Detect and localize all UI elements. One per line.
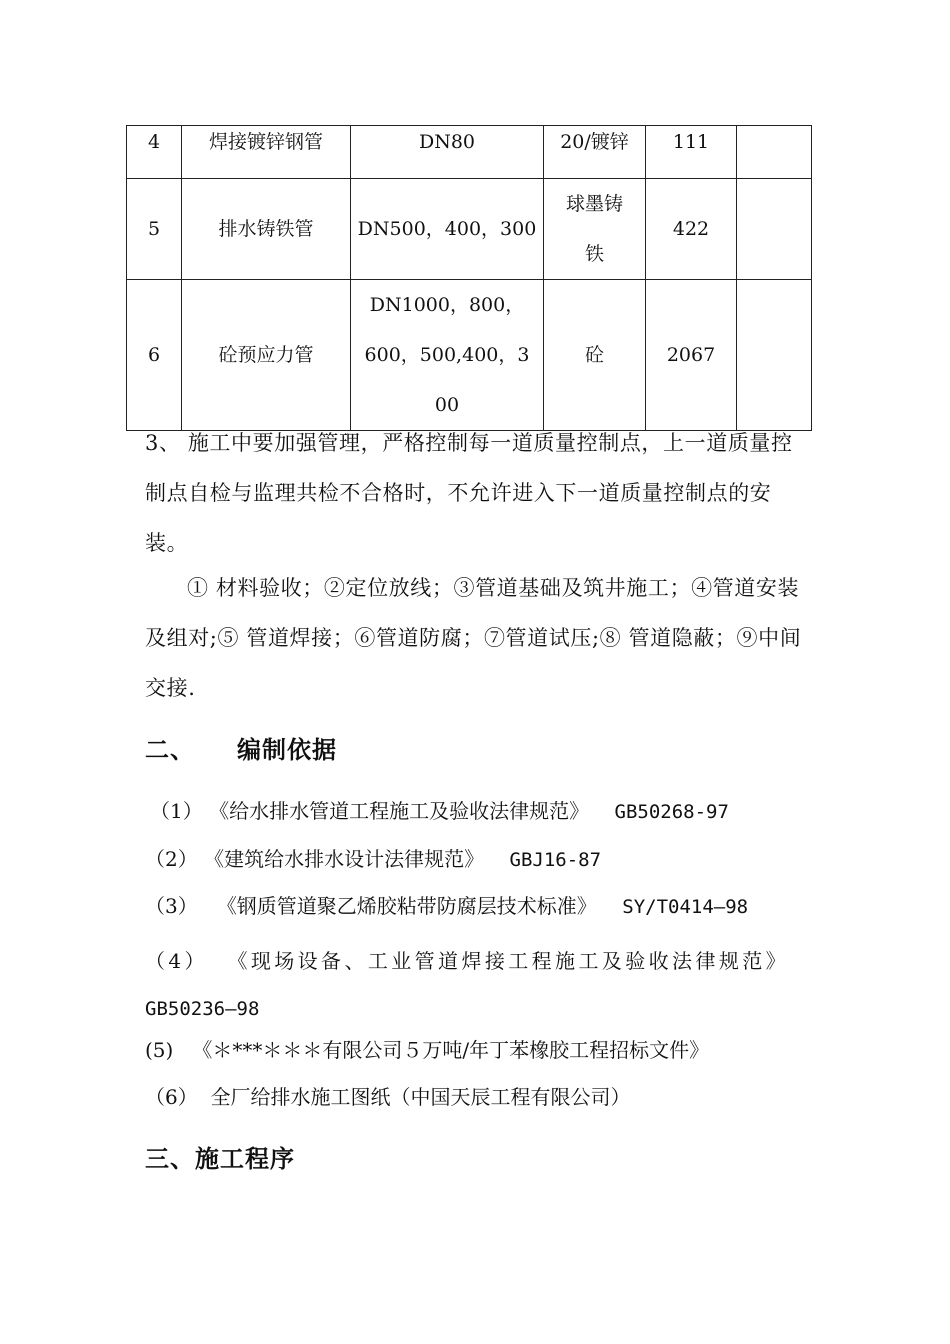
pipe-spec-line: DN1000，800， [369,294,525,316]
pipe-quantity: 2067 [646,280,737,431]
reference-item [145,938,810,1033]
reference-index: （6） [145,1085,198,1109]
pipe-quantity: 422 [646,179,737,280]
pipe-material-line: 球墨铸 [565,193,623,215]
pipe-material-line: 铁 [584,243,604,265]
reference-code: GBJ16-87 [509,849,602,871]
pipe-remark [737,126,812,179]
section-heading-2 [145,730,337,765]
pipe-remark [737,179,812,280]
reference-index: (5) [145,1038,174,1062]
pipe-spec: DN80 [351,126,544,179]
reference-title: 《给水排水管道工程施工及验收法律规范》 [209,799,590,823]
pipe-quantity: 111 [646,126,737,179]
pipe-spec-line: 00 [434,394,460,416]
table-row [127,126,812,179]
reference-title: 全厂给排水施工图纸（中国天辰工程有限公司） [210,1085,631,1109]
reference-item [145,845,810,874]
paragraph-steps: ① 材料验收；②定位放线；③管道基础及筑井施工；④管道安装及组对;⑤ 管道焊接；⑥管道防腐；⑦管道试压;⑧ 管道隐蔽；⑨中间交接. [145,576,802,700]
reference-item [145,1036,810,1064]
section-number: 二、 [145,735,195,764]
row-number: 4 [127,126,182,179]
pipe-material: 砼 [544,280,646,431]
pipe-name: 排水铸铁管 [182,179,351,280]
reference-title: 《钢质管道聚乙烯胶粘带防腐层技术标准》 [216,894,597,918]
reference-item [150,797,815,826]
table-row [127,280,812,431]
pipe-spec: DN500，400，300 [351,179,544,280]
reference-title: 《＊***＊＊＊有限公司５万吨/年丁苯橡胶工程招标文件》 [192,1038,710,1062]
reference-code: SY/T0414—98 [622,896,749,918]
table-row [127,179,812,280]
reference-title: 《建筑给水排水设计法律规范》 [204,847,485,871]
pipe-material-table [126,125,812,431]
reference-index: （3） [145,894,198,918]
paragraph-item-3: 3、 施工中要加强管理，严格控制每一道质量控制点，上一道质量控制点自检与监理共检不合格时，不允许进入下一道质量控制点的安装。 [145,431,793,555]
pipe-name: 砼预应力管 [182,280,351,431]
reference-index: （2） [145,847,198,871]
pipe-material [544,179,646,280]
reference-item [145,892,810,921]
reference-index: （1） [150,799,203,823]
reference-code: GB50236—98 [145,998,260,1020]
pipe-name: 焊接镀锌钢管 [182,126,351,179]
section-heading-3: 三、施工程序 [145,1144,295,1173]
pipe-material: 20/镀锌 [544,126,646,179]
section-title: 编制依据 [237,735,337,764]
row-number: 5 [127,179,182,280]
reference-index: （4） [145,949,208,973]
pipe-remark [737,280,812,431]
pipe-spec-line: 600，500,400，3 [364,344,530,366]
row-number: 6 [127,280,182,431]
reference-title: 《现场设备、工业管道焊接工程施工及验收法律规范》 [227,949,790,973]
pipe-spec [351,280,544,431]
reference-item [145,1083,810,1111]
reference-code: GB50268-97 [614,801,729,823]
